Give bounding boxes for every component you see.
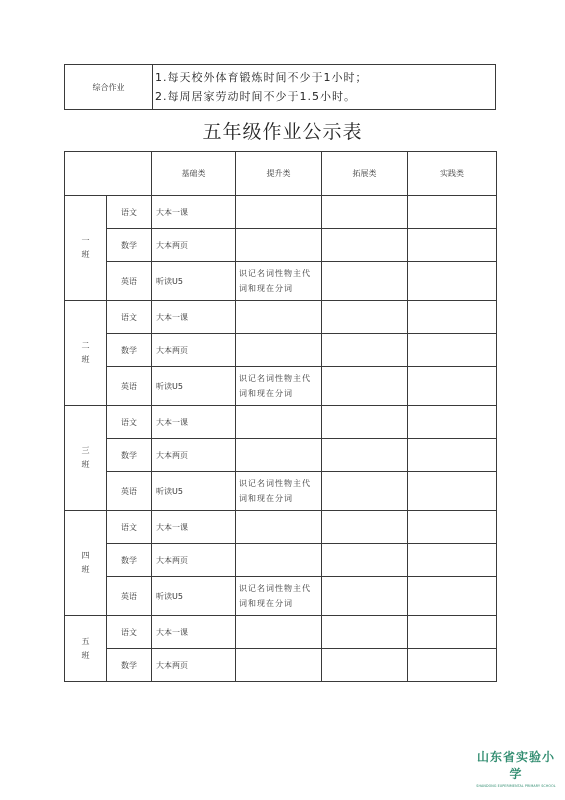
subject-cell: 语文 [107, 301, 152, 334]
advanced-homework-cell: 识记名词性物主代词和现在分词 [236, 367, 322, 406]
table-row [65, 406, 497, 439]
class-name-cell [65, 511, 107, 616]
practice-homework-cell [408, 301, 497, 334]
subject-cell: 英语 [107, 262, 152, 301]
extended-homework-cell [322, 544, 408, 577]
extended-homework-cell [322, 367, 408, 406]
extended-homework-cell [322, 472, 408, 511]
header-basic: 基础类 [152, 152, 236, 196]
advanced-homework-cell [236, 616, 322, 649]
extended-homework-cell [322, 406, 408, 439]
comprehensive-homework-content [153, 65, 496, 110]
basic-homework-cell: 大本一课 [152, 511, 236, 544]
basic-homework-cell: 听读U5 [152, 262, 236, 301]
practice-homework-cell [408, 406, 497, 439]
class-name-char: 班 [81, 250, 90, 259]
header-extended: 拓展类 [322, 152, 408, 196]
basic-homework-cell: 大本两页 [152, 439, 236, 472]
class-name-char: 班 [81, 355, 90, 364]
basic-homework-cell: 听读U5 [152, 472, 236, 511]
practice-homework-cell [408, 439, 497, 472]
advanced-homework-cell [236, 301, 322, 334]
extended-homework-cell [322, 301, 408, 334]
advanced-homework-cell: 识记名词性物主代词和现在分词 [236, 577, 322, 616]
subject-cell: 语文 [107, 406, 152, 439]
extended-homework-cell [322, 262, 408, 301]
class-name-cell [65, 616, 107, 682]
advanced-homework-cell [236, 334, 322, 367]
school-logo [472, 748, 560, 788]
subject-cell: 语文 [107, 616, 152, 649]
homework-line-2: 2.每周居家劳动时间不少于1.5小时。 [155, 90, 356, 103]
advanced-homework-cell [236, 439, 322, 472]
extended-homework-cell [322, 196, 408, 229]
subject-cell: 英语 [107, 577, 152, 616]
advanced-homework-cell [236, 229, 322, 262]
comprehensive-homework-row [65, 65, 496, 110]
class-name-char: 班 [81, 565, 90, 574]
practice-homework-cell [408, 262, 497, 301]
class-name-char: 一 [81, 236, 90, 245]
subject-cell: 英语 [107, 367, 152, 406]
header-row [65, 152, 497, 196]
practice-homework-cell [408, 616, 497, 649]
comprehensive-homework-label: 综合作业 [65, 65, 153, 110]
table-row [65, 616, 497, 649]
basic-homework-cell: 听读U5 [152, 367, 236, 406]
subject-cell: 数学 [107, 544, 152, 577]
advanced-homework-cell [236, 511, 322, 544]
advanced-homework-cell: 识记名词性物主代词和现在分词 [236, 262, 322, 301]
header-corner-cell [65, 152, 152, 196]
advanced-homework-cell [236, 649, 322, 682]
practice-homework-cell [408, 196, 497, 229]
basic-homework-cell: 大本一课 [152, 616, 236, 649]
basic-homework-cell: 大本两页 [152, 649, 236, 682]
school-logo-subtitle: SHANDONG EXPERIMENTAL PRIMARY SCHOOL [476, 784, 556, 788]
practice-homework-cell [408, 367, 497, 406]
advanced-homework-cell [236, 544, 322, 577]
homework-schedule-table [64, 151, 497, 682]
practice-homework-cell [408, 649, 497, 682]
advanced-homework-cell [236, 406, 322, 439]
table-row [65, 439, 497, 472]
table-row [65, 649, 497, 682]
school-logo-name: 山东省实验小学 [476, 750, 555, 781]
table-row [65, 301, 497, 334]
extended-homework-cell [322, 439, 408, 472]
class-name-cell [65, 406, 107, 511]
table-row [65, 196, 497, 229]
practice-homework-cell [408, 544, 497, 577]
homework-schedule-body [65, 152, 497, 682]
basic-homework-cell: 大本两页 [152, 334, 236, 367]
basic-homework-cell: 大本两页 [152, 229, 236, 262]
practice-homework-cell [408, 472, 497, 511]
class-name-cell [65, 301, 107, 406]
table-row [65, 229, 497, 262]
class-name-char: 二 [81, 341, 90, 350]
extended-homework-cell [322, 511, 408, 544]
class-name-char: 班 [81, 650, 90, 660]
practice-homework-cell [408, 334, 497, 367]
extended-homework-cell [322, 616, 408, 649]
extended-homework-cell [322, 649, 408, 682]
practice-homework-cell [408, 229, 497, 262]
basic-homework-cell: 大本两页 [152, 544, 236, 577]
subject-cell: 数学 [107, 439, 152, 472]
practice-homework-cell [408, 577, 497, 616]
table-row [65, 544, 497, 577]
class-name-char: 四 [81, 551, 90, 560]
homework-line-1: 1.每天校外体育锻炼时间不少于1小时； [155, 71, 368, 84]
subject-cell: 数学 [107, 334, 152, 367]
subject-cell: 数学 [107, 649, 152, 682]
table-row [65, 367, 497, 406]
subject-cell: 语文 [107, 196, 152, 229]
comprehensive-homework-table [64, 64, 496, 110]
basic-homework-cell: 大本一课 [152, 406, 236, 439]
basic-homework-cell: 大本一课 [152, 301, 236, 334]
subject-cell: 英语 [107, 472, 152, 511]
advanced-homework-cell: 识记名词性物主代词和现在分词 [236, 472, 322, 511]
table-row [65, 472, 497, 511]
class-name-char: 五 [81, 636, 90, 646]
basic-homework-cell: 听读U5 [152, 577, 236, 616]
subject-cell: 数学 [107, 229, 152, 262]
class-name-char: 班 [81, 460, 90, 469]
extended-homework-cell [322, 577, 408, 616]
header-advanced: 提升类 [236, 152, 322, 196]
basic-homework-cell: 大本一课 [152, 196, 236, 229]
table-row [65, 577, 497, 616]
page-title: 五年级作业公示表 [202, 121, 363, 143]
extended-homework-cell [322, 334, 408, 367]
table-row [65, 334, 497, 367]
table-row [65, 511, 497, 544]
class-name-cell [65, 196, 107, 301]
practice-homework-cell [408, 511, 497, 544]
subject-cell: 语文 [107, 511, 152, 544]
class-name-char: 三 [81, 446, 90, 455]
table-row [65, 262, 497, 301]
extended-homework-cell [322, 229, 408, 262]
header-practice: 实践类 [408, 152, 497, 196]
advanced-homework-cell [236, 196, 322, 229]
